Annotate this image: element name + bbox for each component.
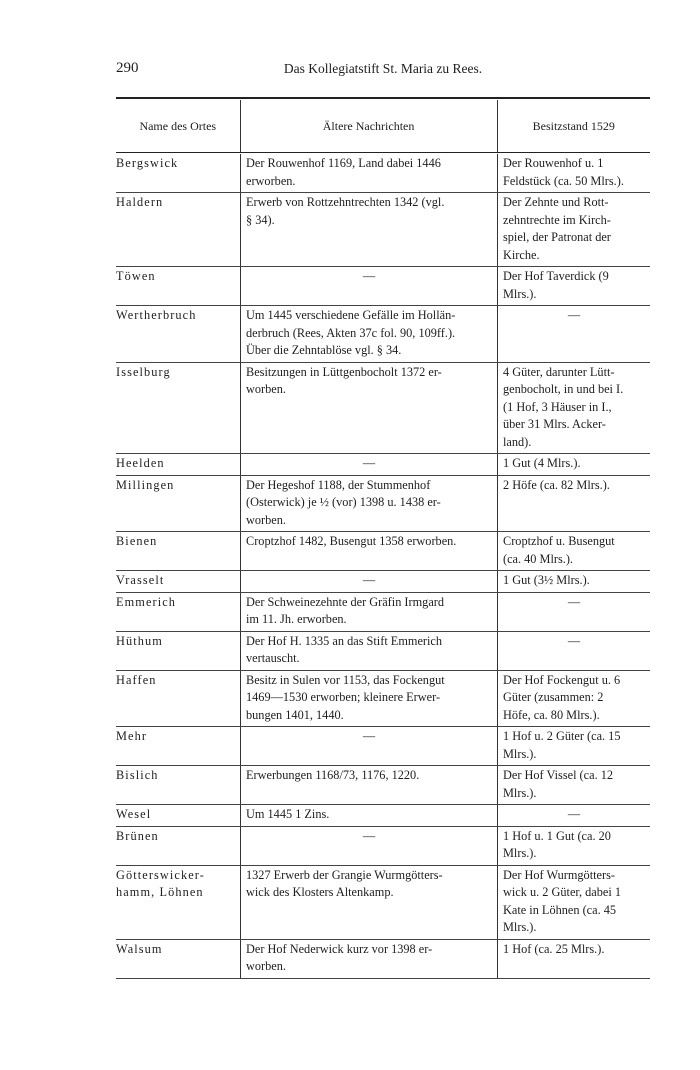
cell-line: Heelden [116,456,165,470]
cell-line: hamm, Löhnen [116,885,204,899]
page-number: 290 [116,60,139,76]
table-row [116,866,650,940]
cell-line: Der Hof Taverdick (9 [503,269,609,283]
cell-line: Über die Zehntablöse vgl. § 34. [246,343,402,357]
cell-line: wick u. 2 Güter, dabei 1 [503,885,622,899]
cell-line: Croptzhof u. Busengut [503,534,615,548]
cell-line: Haffen [116,672,157,687]
top-rule [116,97,650,99]
place-cell [116,727,240,765]
cell-line: (ca. 40 Mlrs.). [503,551,574,566]
table-row [116,940,650,979]
older-records-cell [240,827,497,865]
cell-line: Haldern [116,195,164,209]
table-row [116,267,650,306]
table-row [116,363,650,455]
table-row [116,766,650,805]
holdings-cell [497,593,650,631]
cell-line: spiel, der Patronat der [503,230,611,244]
older-records-cell [240,267,497,305]
cell-line: § 34). [246,212,275,227]
table-row [116,571,650,593]
cell-line: Der Hof Vissel (ca. 12 [503,768,614,782]
cell-line: Um 1445 1 Zins. [246,807,330,821]
cell-line: — [362,729,376,743]
table-row [116,632,650,671]
older-records-cell [240,805,497,826]
older-records-cell [240,632,497,670]
cell-line: Mlrs.). [503,286,537,301]
place-cell [116,306,240,362]
cell-line: — [362,269,376,283]
cell-line: Isselburg [116,364,171,379]
cell-line: worben. [246,959,286,973]
running-title: Das Kollegiatstift St. Maria zu Rees. [283,61,483,76]
cell-line: worben. [246,512,286,527]
older-records-cell [240,154,497,192]
cell-line: 1 Hof u. 1 Gut (ca. 20 [503,828,611,843]
cell-line: Mehr [116,729,148,743]
cell-line: Hüthum [116,633,163,648]
table-row [116,827,650,866]
holdings-cell [497,632,650,670]
cell-line: Der Hof Nederwick kurz vor 1398 er- [246,941,433,956]
holdings-cell [497,454,650,475]
place-cell [116,193,240,266]
cell-line: Kirche. [503,247,540,262]
place-cell [116,940,240,978]
cell-line: Götterswicker- [116,867,205,882]
holdings-cell [497,940,650,978]
cell-line: — [567,594,581,609]
cell-line: Bislich [116,768,159,782]
older-records-cell [240,593,497,631]
place-cell [116,671,240,727]
cell-line: derbruch (Rees, Akten 37c fol. 90, 109ff.). [246,325,456,340]
place-cell [116,154,240,192]
older-records-cell [240,571,497,592]
cell-line: Güter (zusammen: 2 [503,690,604,704]
cell-line: wick des Klosters Altenkamp. [246,885,394,899]
table-body [116,154,650,979]
cell-line: Mlrs.). [503,846,537,860]
cell-line: Millingen [116,477,175,492]
cell-line: 1 Hof u. 2 Güter (ca. 15 [503,729,621,743]
cell-line: 1327 Erwerb der Grangie Wurmgötters- [246,867,443,882]
holdings-cell [497,571,650,592]
older-records-cell [240,363,497,454]
cell-line: vertauscht. [246,651,300,665]
holdings-cell [497,363,650,454]
holdings-cell [497,193,650,266]
cell-line: — [567,807,581,821]
older-records-cell [240,940,497,978]
cell-line: erworben. [246,173,296,188]
cell-line: Der Hegeshof 1188, der Stummenhof [246,477,431,492]
older-records-cell [240,454,497,475]
cell-line: (1 Hof, 3 Häuser in I., [503,399,612,414]
cell-line: Erwerbungen 1168/73, 1176, 1220. [246,768,420,782]
place-cell [116,267,240,305]
cell-line: über 31 Mlrs. Acker- [503,417,606,431]
table-row [116,476,650,533]
cell-line: Croptzhof 1482, Busengut 1358 erworben. [246,534,457,548]
older-records-cell [240,866,497,939]
cell-line: Feldstück (ca. 50 Mlrs.). [503,173,624,188]
holdings-cell [497,805,650,826]
older-records-cell [240,532,497,570]
header-rule [116,152,650,153]
place-cell [116,363,240,454]
older-records-cell [240,306,497,362]
cell-line: Der Rouwenhof 1169, Land dabei 1446 [246,156,441,170]
cell-line: Höfe, ca. 80 Mlrs.). [503,707,600,722]
cell-line: Der Zehnte und Rott- [503,195,609,209]
cell-line: 1469—1530 erworben; kleinere Erwer- [246,690,441,704]
holdings-cell [497,671,650,727]
older-records-cell [240,476,497,532]
place-cell [116,866,240,939]
cell-line: Der Hof H. 1335 an das Stift Emmerich [246,633,443,648]
holdings-cell [497,866,650,939]
cell-line: zehntrechte im Kirch- [503,212,611,227]
table-row [116,727,650,766]
cell-line: Mlrs.). [503,746,537,761]
holdings-cell [497,727,650,765]
cell-line: Wesel [116,807,152,821]
place-cell [116,454,240,475]
older-records-cell [240,671,497,727]
holdings-cell [497,532,650,570]
holdings-table [116,100,650,973]
cell-line: Vrasselt [116,573,165,587]
table-row [116,805,650,827]
cell-line: Der Rouwenhof u. 1 [503,156,604,170]
cell-line: Emmerich [116,594,177,609]
cell-line: Kate in Löhnen (ca. 45 [503,902,617,917]
cell-line: Walsum [116,941,163,956]
cell-line: 1 Gut (3½ Mlrs.). [503,573,590,587]
place-cell [116,827,240,865]
holdings-cell [497,267,650,305]
cell-line: Besitz in Sulen vor 1153, das Fockengut [246,672,445,687]
table-header [116,100,650,152]
cell-line: — [567,633,581,648]
cell-line: Der Hof Fockengut u. 6 [503,672,621,687]
page-header [116,60,650,80]
cell-line: Bergswick [116,156,179,170]
holdings-cell [497,476,650,532]
cell-line: — [362,456,376,470]
cell-line: bungen 1401, 1440. [246,707,344,722]
cell-line: — [567,308,581,322]
cell-line: genbocholt, in und bei I. [503,382,624,396]
cell-line: Erwerb von Rottzehntrechten 1342 (vgl. [246,195,445,209]
cell-line: Töwen [116,269,156,283]
cell-line: Um 1445 verschiedene Gefälle im Hollän- [246,308,456,322]
older-records-cell [240,727,497,765]
place-cell [116,571,240,592]
table-row [116,593,650,632]
cell-line: Mlrs.). [503,785,537,800]
cell-line: 1 Hof (ca. 25 Mlrs.). [503,941,605,956]
cell-line: Der Schweinezehnte der Gräfin Irmgard [246,594,445,609]
table-row [116,532,650,571]
holdings-cell [497,306,650,362]
holdings-cell [497,766,650,804]
column-header-place: Name des Ortes [116,100,241,152]
cell-line: — [362,573,376,587]
place-cell [116,532,240,570]
holdings-cell [497,827,650,865]
cell-line: — [362,828,376,843]
older-records-cell [240,766,497,804]
place-cell [116,593,240,631]
cell-line: Brünen [116,828,159,843]
place-cell [116,476,240,532]
column-header-holdings-1529: Besitzstand 1529 [532,118,615,133]
cell-line: Mlrs.). [503,920,537,934]
holdings-cell [497,154,650,192]
older-records-cell [240,193,497,266]
cell-line: 1 Gut (4 Mlrs.). [503,456,581,470]
cell-line: Bienen [116,534,158,548]
place-cell [116,632,240,670]
cell-line: 4 Güter, darunter Lütt- [503,364,615,379]
place-cell [116,766,240,804]
table-row [116,193,650,267]
place-cell [116,805,240,826]
cell-line: Der Hof Wurmgötters- [503,867,615,882]
table-row [116,154,650,193]
column-header-older-records: Ältere Nachrichten [241,100,498,152]
cell-line: worben. [246,382,286,396]
cell-line: im 11. Jh. erworben. [246,612,347,626]
cell-line: 2 Höfe (ca. 82 Mlrs.). [503,477,610,492]
cell-line: Besitzungen in Lüttgenbocholt 1372 er- [246,364,442,379]
table-row [116,454,650,476]
cell-line: (Osterwick) je ½ (vor) 1398 u. 1438 er- [246,495,441,509]
cell-line: Wertherbruch [116,308,197,322]
table-row [116,671,650,728]
table-row [116,306,650,363]
cell-line: land). [503,434,532,449]
